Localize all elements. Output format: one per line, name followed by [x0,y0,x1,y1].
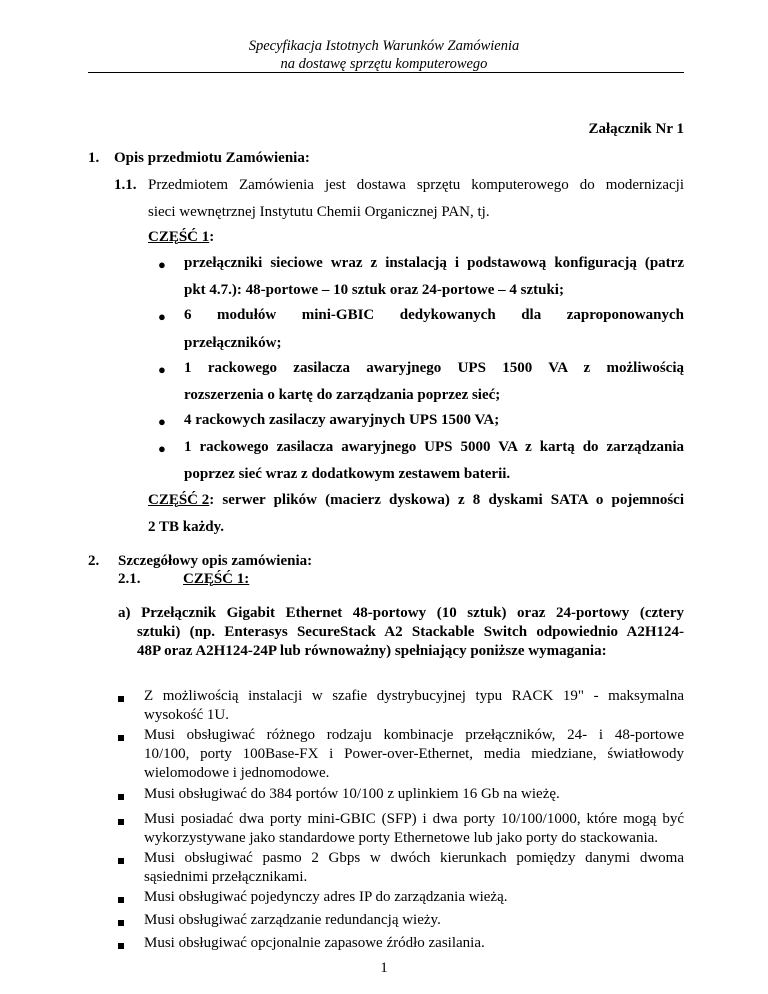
bullet-dot: ● [158,362,166,377]
req5-line2: sąsiednimi przełącznikami. [144,869,308,885]
section1-intro-line2: sieci wewnętrznej Instytutu Chemii Organicznej PAN, tj. [148,204,490,220]
part1-colon: : [209,229,215,245]
section2-title: Szczegółowy opis zamówienia: [118,553,313,569]
section2-number: 2. [88,553,100,569]
square-bullet [118,897,124,903]
section1-number: 1. [88,150,100,166]
square-bullet [118,943,124,949]
section2-sub-title: CZĘŚĆ 1: [183,571,250,587]
bullet3-line1: 1 rackowego zasilacza awaryjnego UPS 1500 VA z możliwością [184,360,684,376]
annex-label: Załącznik Nr 1 [588,121,684,137]
bullet2-word: mini-GBIC [301,307,375,323]
item-a-line1: a) Przełącznik Gigabit Ethernet 48-portowy (10 sztuk) oraz 24-portowy (cztery [118,605,684,621]
section1-intro-line1: Przedmiotem Zamówienia jest dostawa sprzętu komputerowego do modernizacji [148,177,684,193]
section1-title: Opis przedmiotu Zamówienia: [114,150,310,166]
bullet-dot: ● [158,441,166,456]
square-bullet [118,696,124,702]
bullet5-line1: 1 rackowego zasilacza awaryjnego UPS 5000 VA z kartą do zarządzania [184,439,684,455]
part2-label: CZĘŚĆ 2 [148,492,210,508]
square-bullet [118,794,124,800]
req5-line1: Musi obsługiwać pasmo 2 Gbps w dwóch kierunkach pomiędzy danymi dwoma [144,850,684,866]
item-a-line3: 48P oraz A2H124-24P lub równoważny) spełniający poniższe wymagania: [137,643,607,659]
item-a-line2: sztuki) (np. Enterasys SecureStack A2 Stackable Switch odpowiednio A2H124- [137,624,684,640]
req1-line2: wysokość 1U. [144,707,229,723]
header-divider [88,72,684,73]
bullet2-word: 6 [184,307,192,323]
square-bullet [118,920,124,926]
part1-heading [148,229,214,246]
bullet2-word: dedykowanych [399,307,496,323]
req8-line1: Musi obsługiwać opcjonalnie zapasowe źródło zasilania. [144,935,485,951]
bullet-dot: ● [158,309,166,324]
bullet2-word: modułów [217,307,277,323]
req3-line1: Musi obsługiwać do 384 portów 10/100 z uplinkiem 16 Gb na wieżę. [144,786,560,802]
req4-line1: Musi posiadać dwa porty mini-GBIC (SFP) i dwa porty 10/100/1000, które mogą być [144,811,684,827]
req2-line2: 10/100, porty 100Base-FX i Power-over-Ethernet, media miedziane, światłowody [144,746,684,762]
req4-line2: wykorzystywane jako standardowe porty Ethernetowe lub jako porty do stackowania. [144,830,659,846]
bullet3-line2: rozszerzenia o kartę do zarządzania poprzez sieć; [184,387,501,403]
bullet2-line1 [184,307,684,324]
part1-label: CZĘŚĆ 1 [148,229,210,245]
square-bullet [118,735,124,741]
bullet2-word: zaproponowanych [566,307,684,323]
bullet1-line1: przełączniki sieciowe wraz z instalacją i podstawową konfiguracją (patrz [184,255,684,271]
header-title-line1: Specyfikacja Istotnych Warunków Zamówienia [248,38,520,54]
bullet5-line2: poprzez sieć wraz z dodatkowym zestawem baterii. [184,466,511,482]
section1-sub-number: 1.1. [114,177,137,193]
square-bullet [118,819,124,825]
bullet4-line1: 4 rackowych zasilaczy awaryjnych UPS 1500 VA; [184,412,500,428]
req1-line1: Z możliwością instalacji w szafie dystrybucyjnej typu RACK 19" - maksymalna [144,688,684,704]
header-title-line2: na dostawę sprzętu komputerowego [280,56,488,72]
bullet2-line2: przełączników; [184,335,282,351]
part2-line1 [148,492,684,509]
bullet1-line2: pkt 4.7.): 48-portowe – 10 sztuk oraz 24-portowe – 4 sztuki; [184,282,564,298]
req2-line1: Musi obsługiwać różnego rodzaju kombinacje przełączników, 24- i 48-portowe [144,727,684,743]
part2-line2: 2 TB każdy. [148,519,225,535]
req7-line1: Musi obsługiwać zarządzanie redundancją wieży. [144,912,441,928]
bullet-dot: ● [158,257,166,272]
bullet-dot: ● [158,414,166,429]
part2-text: : serwer plików (macierz dyskowa) z 8 dyskami SATA o pojemności [209,492,684,508]
req6-line1: Musi obsługiwać pojedynczy adres IP do zarządzania wieżą. [144,889,508,905]
page-number: 1 [380,960,388,976]
bullet2-word: dla [521,307,542,323]
section2-sub-number: 2.1. [118,571,141,587]
req2-line3: wielomodowe i jednomodowe. [144,765,330,781]
square-bullet [118,858,124,864]
